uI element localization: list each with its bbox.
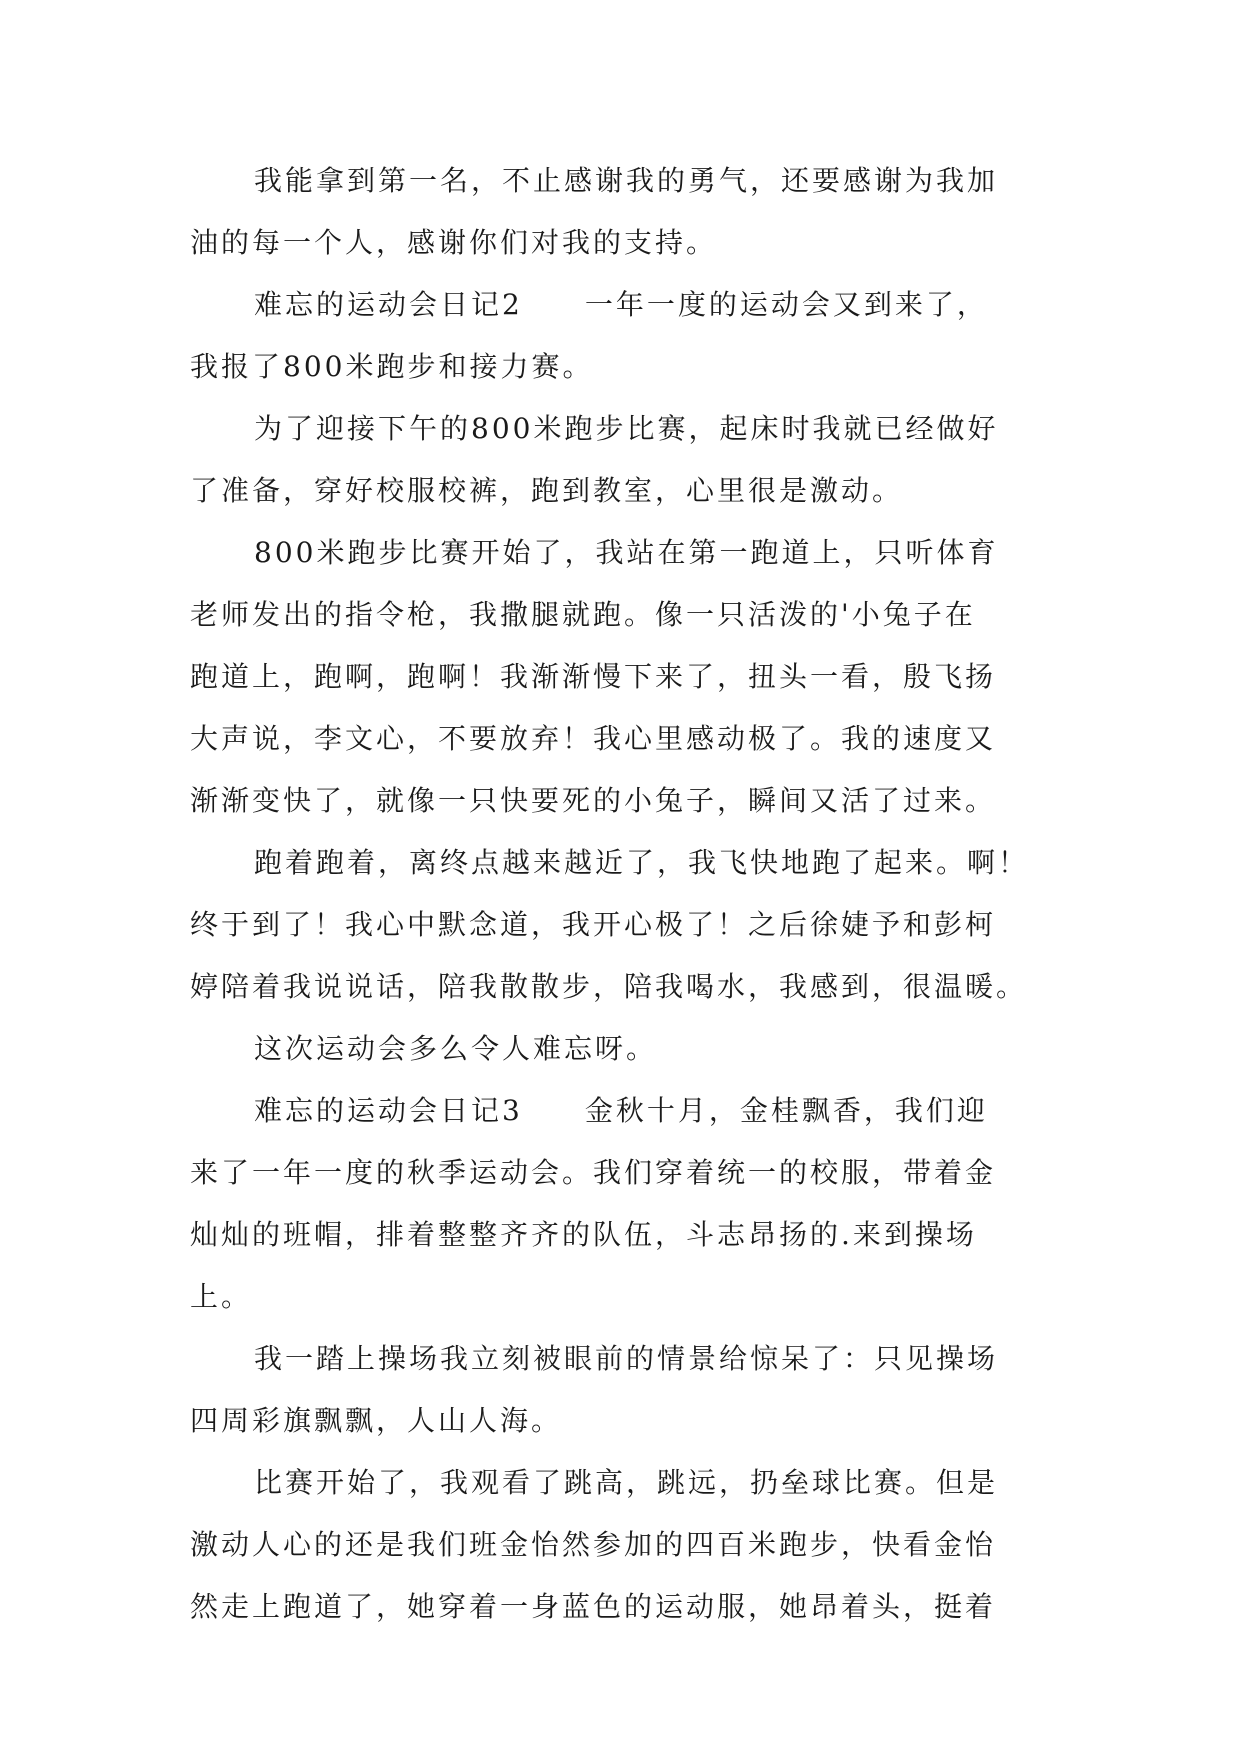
text-line: 灿灿的班帽，排着整整齐齐的队伍，斗志昂扬的.来到操场 xyxy=(190,1218,977,1251)
paragraph xyxy=(190,522,1060,832)
text-line: 跑着跑着，离终点越来越近了，我飞快地跑了起来。啊！ xyxy=(254,846,1030,879)
text-line: 终于到了！我心中默念道，我开心极了！之后徐婕予和彭柯 xyxy=(190,908,997,941)
paragraph xyxy=(190,832,1060,1018)
text-line: 为了迎接下午的800米跑步比赛，起床时我就已经做好 xyxy=(254,412,999,445)
text-line: 跑道上，跑啊，跑啊！我渐渐慢下来了，扭头一看，殷飞扬 xyxy=(190,660,997,693)
paragraph xyxy=(190,1080,1060,1328)
text-line: 我能拿到第一名，不止感谢我的勇气，还要感谢为我加 xyxy=(254,164,999,197)
paragraph xyxy=(190,1328,1060,1452)
text-line: 难忘的运动会日记3 金秋十月，金桂飘香，我们迎 xyxy=(254,1094,988,1127)
text-line: 难忘的运动会日记2 一年一度的运动会又到来了， xyxy=(254,288,988,321)
paragraph xyxy=(190,274,1060,398)
text-line: 四周彩旗飘飘，人山人海。 xyxy=(190,1404,563,1437)
text-line: 这次运动会多么令人难忘呀。 xyxy=(254,1032,658,1065)
text-line: 婷陪着我说说话，陪我散散步，陪我喝水，我感到，很温暖。 xyxy=(190,970,1028,1003)
text-line: 来了一年一度的秋季运动会。我们穿着统一的校服，带着金 xyxy=(190,1156,997,1189)
text-line: 油的每一个人，感谢你们对我的支持。 xyxy=(190,226,718,259)
text-line: 上。 xyxy=(190,1280,253,1313)
text-line: 渐渐变快了，就像一只快要死的小兔子，瞬间又活了过来。 xyxy=(190,784,997,817)
paragraph xyxy=(190,1452,1060,1638)
text-line: 然走上跑道了，她穿着一身蓝色的运动服，她昂着头，挺着 xyxy=(190,1590,997,1623)
text-line: 激动人心的还是我们班金怡然参加的四百米跑步，快看金怡 xyxy=(190,1528,997,1561)
text-line: 比赛开始了，我观看了跳高，跳远，扔垒球比赛。但是 xyxy=(254,1466,999,1499)
text-line: 老师发出的指令枪，我撒腿就跑。像一只活泼的'小兔子在 xyxy=(190,598,976,631)
text-line: 我报了800米跑步和接力赛。 xyxy=(190,350,594,383)
text-line: 大声说，李文心，不要放弃！我心里感动极了。我的速度又 xyxy=(190,722,997,755)
text-line: 800米跑步比赛开始了，我站在第一跑道上，只听体育 xyxy=(254,536,999,569)
paragraph xyxy=(190,1018,1060,1080)
document-page xyxy=(190,150,1060,1638)
text-line: 了准备，穿好校服校裤，跑到教室，心里很是激动。 xyxy=(190,474,904,507)
paragraph xyxy=(190,150,1060,274)
paragraph xyxy=(190,398,1060,522)
text-line: 我一踏上操场我立刻被眼前的情景给惊呆了：只见操场 xyxy=(254,1342,999,1375)
